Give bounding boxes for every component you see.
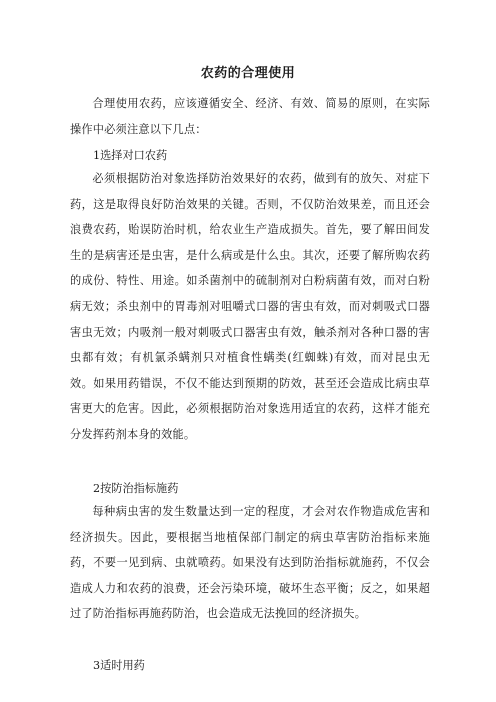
section-body-1: 必须根据防治对象选择防治效果好的农药，做到有的放矢、对症下药，这是取得良好防治效果的关键。否则，不仅防治效果差，而且还会浪费农药，贻误防治时机，给农业生产造成损失。首先，要了解田间发生的是病害还是虫害，是什么病或是什么虫。其次，还要了解所购农药的成份、特性、用途。如杀菌剂中的硫制剂对白粉病菌有效，而对白粉病无效；杀虫剂中的胃毒剂对咀嚼式口器的害虫有效，而对刺吸式口器害虫无效；内吸剂一般对刺吸式口器害虫有效，触杀剂对各种口器的害虫都有效；有机氯杀螨剂只对植食性螨类(红蜘蛛)有效，而对昆虫无效。如果用药错误，不仅不能达到预期的防效，甚至还会造成比病虫草害更大的危害。因此，必须根据防治对象选用适宜的农药，这样才能充分发挥药剂本身的效能。 <box>70 172 430 441</box>
section-heading-1: 1选择对口农药 <box>93 149 168 162</box>
section-heading-2: 2按防治指标施药 <box>93 482 179 495</box>
section-body-2: 每种病虫害的发生数量达到一定的程度，才会对农作物造成危害和经济损失。因此，要根据当地植保部门制定的病虫草害防治指标来施药，不要一见到病、虫就喷药。如果没有达到防治指标就施药，不仅会造成人力和农药的浪费，还会污染环境，破坏生态平衡；反之，如果超过了防治指标再施药防治，也会造成无法挽回的经济损失。 <box>70 505 430 621</box>
intro-paragraph: 合理使用农药，应该遵循安全、经济、有效、简易的原则，在实际操作中必须注意以下几点： <box>70 97 430 136</box>
section-heading-3: 3适时用药 <box>93 659 145 672</box>
document-title: 农药的合理使用 <box>200 66 296 81</box>
